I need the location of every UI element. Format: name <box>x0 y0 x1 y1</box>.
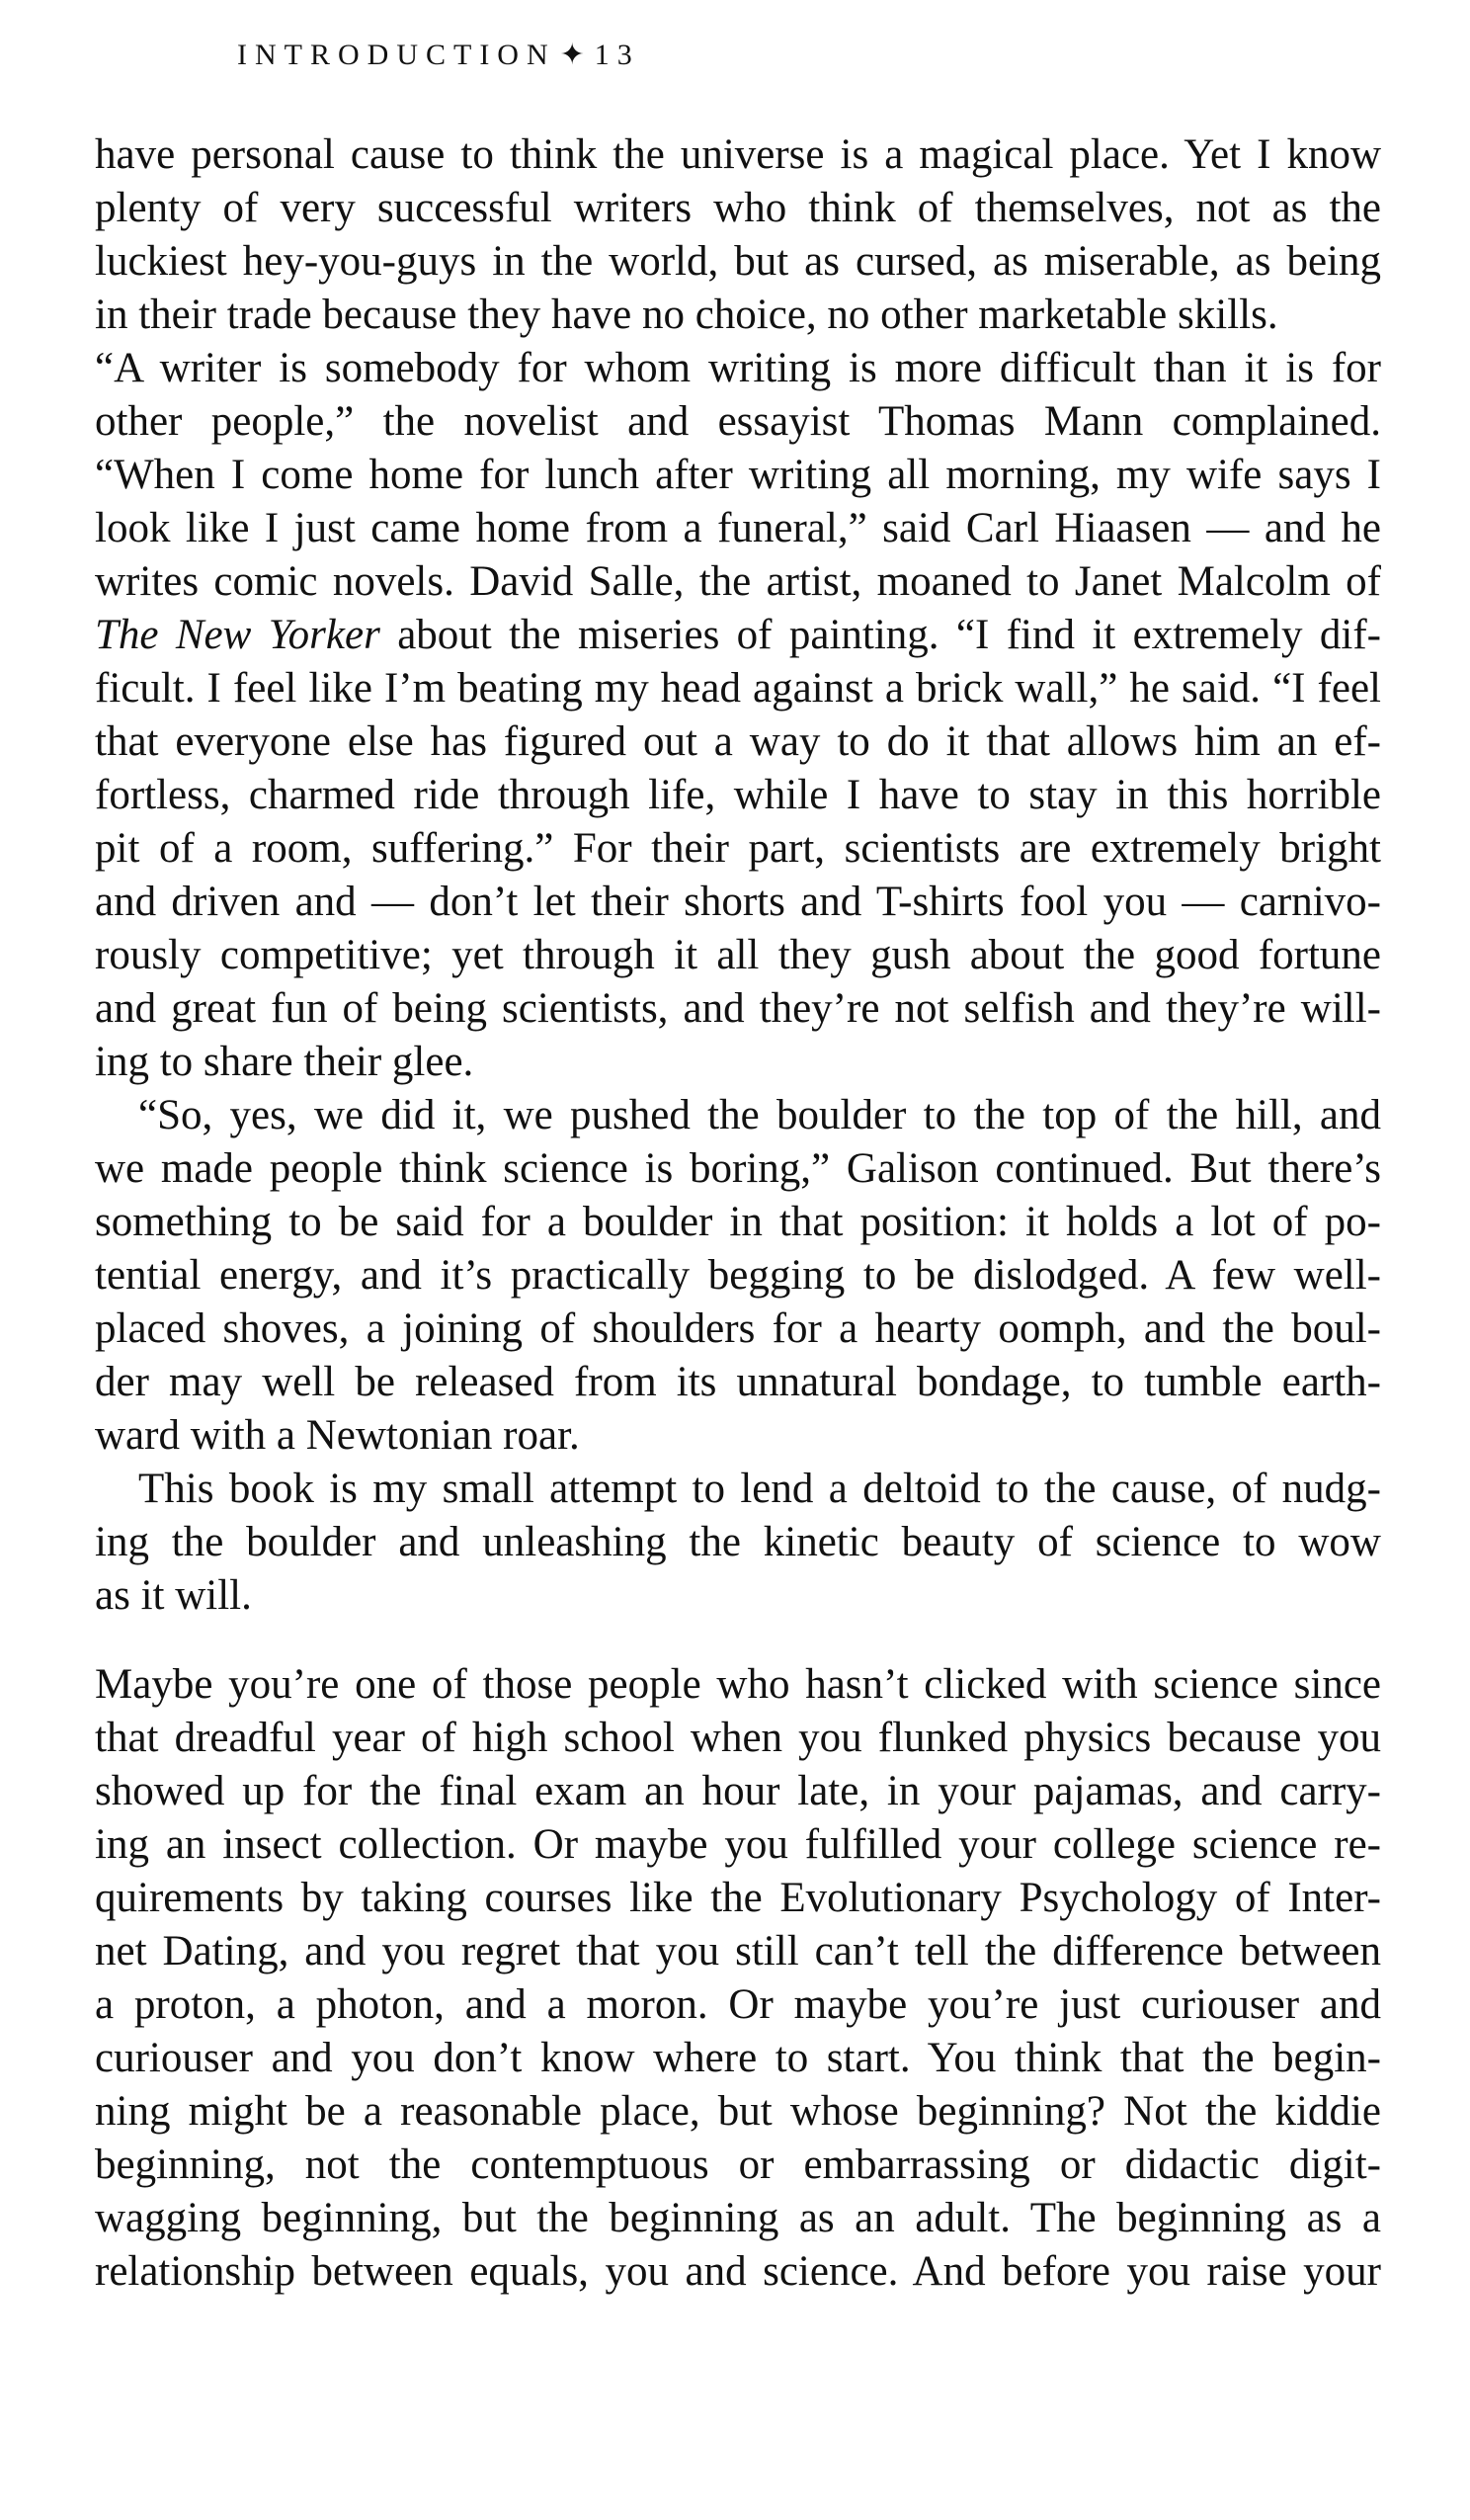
text-line: other people,” the novelist and essayist Thomas Mann complained. <box>95 398 1381 445</box>
text-line: in their trade because they have no choice, no other marketable skills. <box>95 292 1278 338</box>
text-line: ficult. I feel like I’m beating my head against a brick wall,” he said. “I feel <box>95 665 1381 712</box>
section-1-text <box>95 128 1381 1623</box>
text-line: der may well be released from its unnatural bondage, to tumble earth- <box>95 1359 1381 1405</box>
text-line: quirements by taking courses like the Evolutionary Psychology of Inter- <box>95 1875 1381 1921</box>
text-line: beginning, not the contemptuous or embarrassing or didactic digit- <box>95 2142 1381 2188</box>
text-line: net Dating, and you regret that you still can’t tell the difference between <box>95 1928 1381 1974</box>
text-line: ning might be a reasonable place, but whose beginning? Not the kiddie <box>95 2088 1381 2135</box>
section-2-text <box>95 1658 1381 2299</box>
text-line: ing to share their glee. <box>95 1039 474 1085</box>
italic-title: The New Yorker <box>95 612 380 658</box>
text-line: ward with a Newtonian roar. <box>95 1412 580 1459</box>
text-line: curiouser and you don’t know where to start. You think that the begin- <box>95 2035 1381 2081</box>
text-line: “So, yes, we did it, we pushed the boulder to the top of the hill, and <box>138 1092 1381 1138</box>
text-line: have personal cause to think the universe is a magical place. Yet I know <box>95 131 1381 178</box>
text-line <box>95 609 1381 662</box>
text-line: and great fun of being scientists, and they’re not selfish and they’re will- <box>95 985 1381 1032</box>
text-line: we made people think science is boring,” Galison continued. But there’s <box>95 1145 1381 1192</box>
separator-ornament-icon: ✦ <box>559 39 585 71</box>
text-line: showed up for the final exam an hour late, in your pajamas, and carry- <box>95 1768 1381 1814</box>
text-line: luckiest hey-you-guys in the world, but as cursed, as miserable, as being <box>95 238 1381 285</box>
text-line: tential energy, and it’s practically begging to be dislodged. A few well- <box>95 1252 1381 1299</box>
text-line: Maybe you’re one of those people who hasn’t clicked with science since <box>95 1661 1381 1708</box>
text-line: “A writer is somebody for whom writing is more difficult than it is for <box>95 345 1381 391</box>
text-line: relationship between equals, you and science. And before you raise your <box>95 2248 1381 2295</box>
text-line: ing an insect collection. Or maybe you fulfilled your college science re- <box>95 1821 1381 1868</box>
text-line: as it will. <box>95 1572 252 1619</box>
text-line: plenty of very successful writers who think of themselves, not as the <box>95 185 1381 231</box>
text-line: and driven and — don’t let their shorts and T-shirts fool you — carnivo- <box>95 879 1381 925</box>
page-number: 13 <box>594 39 640 71</box>
text-line: wagging beginning, but the beginning as an adult. The beginning as a <box>95 2195 1381 2241</box>
text-line: a proton, a photon, and a moron. Or maybe you’re just curiouser and <box>95 1981 1381 2028</box>
text-line: something to be said for a boulder in that position: it holds a lot of po- <box>95 1199 1381 1245</box>
running-head <box>237 38 640 72</box>
text-line: “When I come home for lunch after writing all morning, my wife says I <box>95 452 1381 498</box>
text-line: This book is my small attempt to lend a deltoid to the cause, of nudg- <box>138 1466 1381 1512</box>
text-line: fortless, charmed ride through life, while I have to stay in this horrible <box>95 772 1381 818</box>
text-line: rously competitive; yet through it all they gush about the good fortune <box>95 932 1381 978</box>
text-line: that dreadful year of high school when you flunked physics because you <box>95 1715 1381 1761</box>
text-line: that everyone else has figured out a way to do it that allows him an ef- <box>95 718 1381 765</box>
text-line: placed shoves, a joining of shoulders for a hearty oomph, and the boul- <box>95 1305 1381 1352</box>
text-line: ing the boulder and unleashing the kinetic beauty of science to wow <box>95 1519 1381 1565</box>
running-head-title: INTRODUCTION <box>237 39 556 71</box>
text-line: pit of a room, suffering.” For their part, scientists are extremely bright <box>95 825 1381 872</box>
text-line-rest: about the miseries of painting. “I find it extremely dif- <box>397 612 1381 658</box>
text-line: writes comic novels. David Salle, the artist, moaned to Janet Malcolm of <box>95 558 1381 605</box>
text-line: look like I just came home from a funeral,” said Carl Hiaasen — and he <box>95 505 1381 551</box>
